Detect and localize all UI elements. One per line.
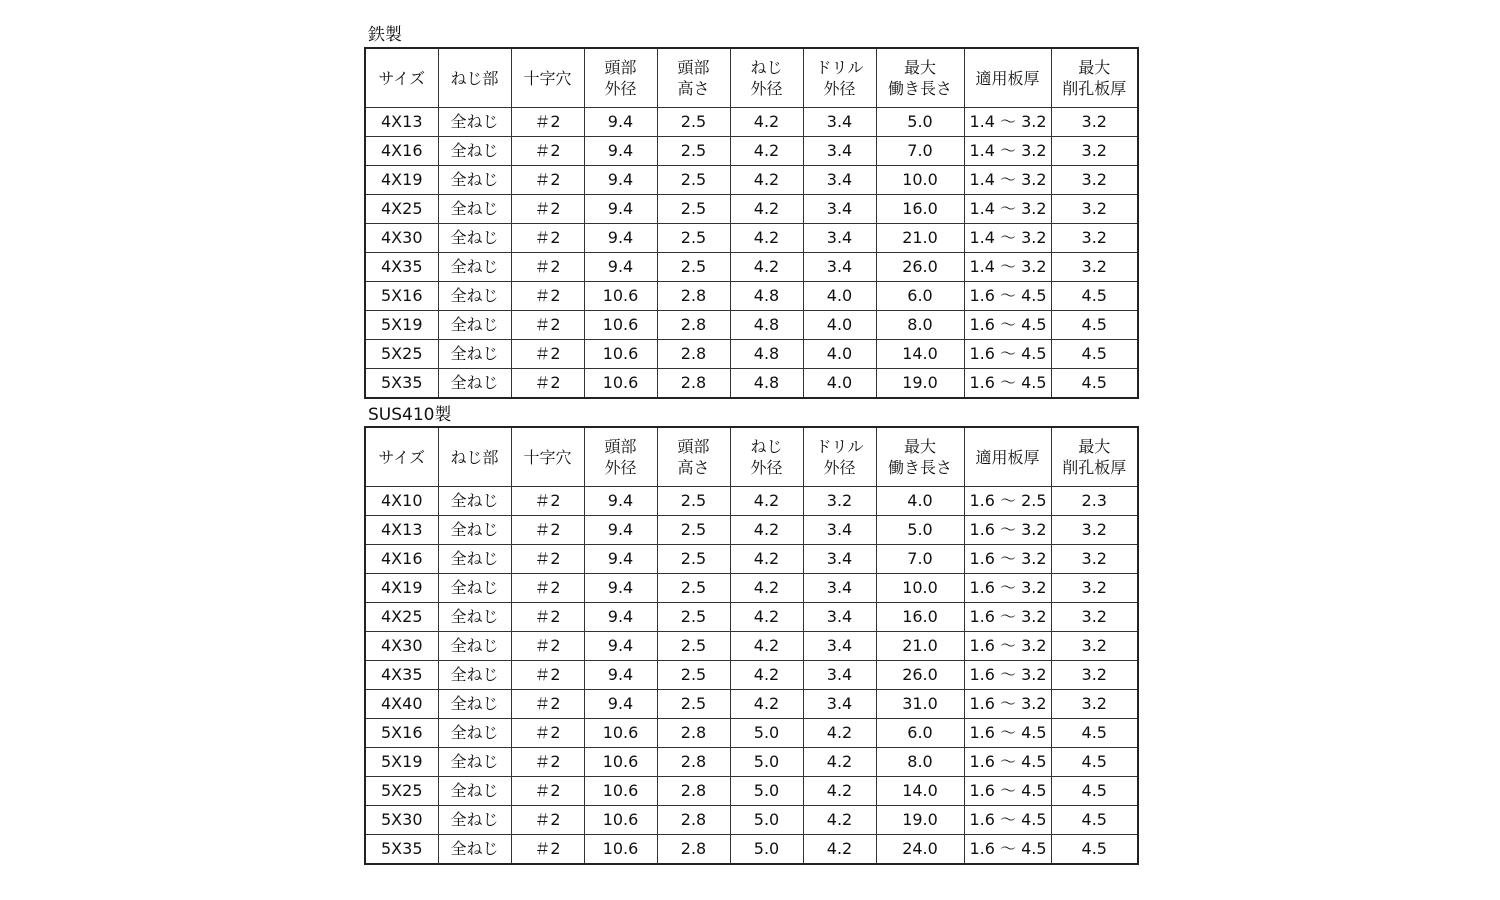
section-title-iron: 鉄製 [368,25,402,45]
cell-applicable-thickness: 1.6 ～ 3.2 [964,632,1051,661]
cell-max-drill-thickness: 3.2 [1051,253,1138,282]
cell-head-diameter: 9.4 [584,195,657,224]
table-row [365,282,1138,311]
cell-drill-diameter: 4.2 [803,777,876,806]
cell-cross-recess: ＃2 [511,311,584,340]
cell-applicable-thickness: 1.6 ～ 4.5 [964,806,1051,835]
cell-max-drill-thickness: 3.2 [1051,574,1138,603]
cell-thread-diameter: 4.2 [730,632,803,661]
table-row [365,719,1138,748]
cell-size: 5X16 [365,282,438,311]
cell-size: 4X10 [365,487,438,516]
table-row [365,545,1138,574]
cell-drill-diameter: 4.2 [803,806,876,835]
cell-size: 4X25 [365,603,438,632]
cell-head-diameter: 9.4 [584,632,657,661]
cell-drill-diameter: 4.0 [803,311,876,340]
table-row [365,574,1138,603]
table-row [365,487,1138,516]
cell-max-drill-thickness: 3.2 [1051,108,1138,137]
cell-head-height: 2.5 [657,545,730,574]
cell-max-working-length: 19.0 [876,369,964,399]
cell-thread-part: 全ねじ [438,516,511,545]
cell-drill-diameter: 3.4 [803,690,876,719]
column-header-max-working-length: 最大 働き長さ [876,48,964,108]
cell-thread-diameter: 4.2 [730,195,803,224]
cell-max-working-length: 31.0 [876,690,964,719]
cell-thread-part: 全ねじ [438,835,511,865]
cell-drill-diameter: 4.0 [803,340,876,369]
cell-cross-recess: ＃2 [511,369,584,399]
cell-applicable-thickness: 1.4 ～ 3.2 [964,108,1051,137]
cell-head-height: 2.8 [657,311,730,340]
cell-max-working-length: 26.0 [876,253,964,282]
cell-max-drill-thickness: 3.2 [1051,137,1138,166]
cell-max-working-length: 5.0 [876,516,964,545]
cell-head-diameter: 9.4 [584,137,657,166]
cell-size: 5X19 [365,311,438,340]
cell-max-working-length: 16.0 [876,195,964,224]
column-header-max-drill-thickness: 最大 削孔板厚 [1051,48,1138,108]
cell-drill-diameter: 3.4 [803,661,876,690]
cell-size: 5X35 [365,835,438,865]
cell-head-height: 2.8 [657,282,730,311]
cell-applicable-thickness: 1.4 ～ 3.2 [964,166,1051,195]
cell-drill-diameter: 3.4 [803,108,876,137]
table-row [365,516,1138,545]
cell-applicable-thickness: 1.6 ～ 4.5 [964,311,1051,340]
cell-applicable-thickness: 1.6 ～ 3.2 [964,690,1051,719]
cell-thread-diameter: 4.2 [730,516,803,545]
cell-thread-diameter: 4.2 [730,253,803,282]
column-header-cross-recess: 十字穴 [511,427,584,487]
cell-max-drill-thickness: 4.5 [1051,835,1138,865]
column-header-size: サイズ [365,427,438,487]
cell-head-height: 2.8 [657,748,730,777]
cell-head-diameter: 9.4 [584,166,657,195]
cell-applicable-thickness: 1.6 ～ 3.2 [964,545,1051,574]
cell-thread-diameter: 5.0 [730,835,803,865]
cell-cross-recess: ＃2 [511,690,584,719]
cell-thread-diameter: 5.0 [730,777,803,806]
cell-max-working-length: 7.0 [876,545,964,574]
table-row [365,108,1138,137]
cell-drill-diameter: 3.4 [803,545,876,574]
table-row [365,224,1138,253]
cell-drill-diameter: 3.4 [803,574,876,603]
cell-thread-part: 全ねじ [438,224,511,253]
cell-drill-diameter: 3.2 [803,487,876,516]
column-header-drill-diameter: ドリル 外径 [803,427,876,487]
cell-head-diameter: 10.6 [584,311,657,340]
cell-drill-diameter: 4.0 [803,369,876,399]
table-row [365,632,1138,661]
cell-size: 4X13 [365,108,438,137]
cell-head-diameter: 10.6 [584,806,657,835]
cell-thread-part: 全ねじ [438,690,511,719]
cell-thread-part: 全ねじ [438,719,511,748]
cell-head-diameter: 10.6 [584,340,657,369]
cell-head-diameter: 9.4 [584,224,657,253]
cell-thread-diameter: 4.2 [730,603,803,632]
cell-size: 4X40 [365,690,438,719]
column-header-max-working-length: 最大 働き長さ [876,427,964,487]
cell-cross-recess: ＃2 [511,108,584,137]
cell-head-height: 2.5 [657,661,730,690]
cell-thread-diameter: 4.2 [730,487,803,516]
cell-drill-diameter: 4.2 [803,719,876,748]
cell-applicable-thickness: 1.6 ～ 2.5 [964,487,1051,516]
table-row [365,835,1138,865]
cell-cross-recess: ＃2 [511,806,584,835]
cell-max-drill-thickness: 3.2 [1051,661,1138,690]
column-header-thread-diameter: ねじ 外径 [730,48,803,108]
cell-thread-diameter: 4.8 [730,311,803,340]
cell-thread-part: 全ねじ [438,108,511,137]
cell-size: 4X30 [365,632,438,661]
cell-head-diameter: 9.4 [584,574,657,603]
cell-max-drill-thickness: 3.2 [1051,690,1138,719]
cell-head-diameter: 10.6 [584,748,657,777]
cell-max-drill-thickness: 4.5 [1051,719,1138,748]
cell-thread-diameter: 4.2 [730,690,803,719]
cell-size: 4X25 [365,195,438,224]
cell-applicable-thickness: 1.6 ～ 4.5 [964,835,1051,865]
spec-table-sus410 [364,426,1139,865]
cell-cross-recess: ＃2 [511,545,584,574]
cell-max-drill-thickness: 4.5 [1051,340,1138,369]
cell-cross-recess: ＃2 [511,661,584,690]
cell-head-diameter: 9.4 [584,690,657,719]
cell-head-height: 2.5 [657,224,730,253]
cell-applicable-thickness: 1.6 ～ 4.5 [964,748,1051,777]
cell-thread-part: 全ねじ [438,311,511,340]
cell-thread-diameter: 4.8 [730,340,803,369]
cell-applicable-thickness: 1.4 ～ 3.2 [964,137,1051,166]
table-row [365,661,1138,690]
table-row [365,166,1138,195]
column-header-applicable-thickness: 適用板厚 [964,48,1051,108]
cell-cross-recess: ＃2 [511,719,584,748]
cell-head-height: 2.8 [657,369,730,399]
cell-size: 4X19 [365,166,438,195]
cell-head-diameter: 10.6 [584,777,657,806]
cell-max-drill-thickness: 4.5 [1051,369,1138,399]
cell-applicable-thickness: 1.6 ～ 4.5 [964,719,1051,748]
cell-max-drill-thickness: 2.3 [1051,487,1138,516]
cell-cross-recess: ＃2 [511,195,584,224]
cell-applicable-thickness: 1.4 ～ 3.2 [964,195,1051,224]
cell-head-height: 2.5 [657,632,730,661]
cell-head-diameter: 9.4 [584,603,657,632]
cell-head-diameter: 9.4 [584,661,657,690]
cell-drill-diameter: 4.2 [803,748,876,777]
cell-thread-part: 全ねじ [438,806,511,835]
section-title-sus410: SUS410製 [368,405,452,425]
column-header-head-height: 頭部 高さ [657,427,730,487]
column-header-thread-part: ねじ部 [438,48,511,108]
cell-size: 5X25 [365,777,438,806]
table-row [365,340,1138,369]
cell-drill-diameter: 3.4 [803,632,876,661]
column-header-head-height: 頭部 高さ [657,48,730,108]
cell-applicable-thickness: 1.4 ～ 3.2 [964,224,1051,253]
cell-drill-diameter: 4.2 [803,835,876,865]
cell-cross-recess: ＃2 [511,340,584,369]
cell-max-drill-thickness: 3.2 [1051,166,1138,195]
cell-max-working-length: 5.0 [876,108,964,137]
cell-cross-recess: ＃2 [511,487,584,516]
cell-head-diameter: 9.4 [584,516,657,545]
cell-drill-diameter: 3.4 [803,166,876,195]
cell-max-drill-thickness: 3.2 [1051,603,1138,632]
cell-applicable-thickness: 1.6 ～ 4.5 [964,340,1051,369]
cell-head-height: 2.5 [657,690,730,719]
column-header-head-diameter: 頭部 外径 [584,427,657,487]
cell-max-drill-thickness: 4.5 [1051,748,1138,777]
cell-drill-diameter: 3.4 [803,603,876,632]
table-row [365,748,1138,777]
cell-head-diameter: 10.6 [584,835,657,865]
cell-head-diameter: 10.6 [584,369,657,399]
cell-applicable-thickness: 1.4 ～ 3.2 [964,253,1051,282]
cell-thread-part: 全ねじ [438,777,511,806]
cell-max-working-length: 21.0 [876,224,964,253]
cell-cross-recess: ＃2 [511,224,584,253]
cell-head-height: 2.5 [657,253,730,282]
table-row [365,253,1138,282]
table-row [365,777,1138,806]
cell-max-working-length: 8.0 [876,311,964,340]
cell-size: 5X16 [365,719,438,748]
cell-max-working-length: 7.0 [876,137,964,166]
cell-max-drill-thickness: 3.2 [1051,516,1138,545]
cell-size: 4X35 [365,253,438,282]
cell-drill-diameter: 3.4 [803,224,876,253]
cell-thread-diameter: 4.2 [730,108,803,137]
cell-max-drill-thickness: 4.5 [1051,311,1138,340]
cell-thread-diameter: 4.2 [730,137,803,166]
cell-cross-recess: ＃2 [511,516,584,545]
cell-thread-part: 全ねじ [438,748,511,777]
cell-thread-part: 全ねじ [438,137,511,166]
cell-max-working-length: 6.0 [876,282,964,311]
cell-cross-recess: ＃2 [511,253,584,282]
cell-size: 4X13 [365,516,438,545]
cell-cross-recess: ＃2 [511,603,584,632]
column-header-applicable-thickness: 適用板厚 [964,427,1051,487]
header-row [365,48,1138,108]
cell-size: 4X35 [365,661,438,690]
cell-head-diameter: 10.6 [584,282,657,311]
cell-cross-recess: ＃2 [511,282,584,311]
cell-max-working-length: 14.0 [876,777,964,806]
cell-head-height: 2.8 [657,719,730,748]
cell-head-height: 2.8 [657,340,730,369]
column-header-max-drill-thickness: 最大 削孔板厚 [1051,427,1138,487]
cell-size: 4X30 [365,224,438,253]
cell-max-drill-thickness: 4.5 [1051,806,1138,835]
cell-applicable-thickness: 1.6 ～ 4.5 [964,369,1051,399]
cell-applicable-thickness: 1.6 ～ 3.2 [964,661,1051,690]
cell-thread-diameter: 4.2 [730,224,803,253]
cell-max-working-length: 14.0 [876,340,964,369]
cell-drill-diameter: 3.4 [803,516,876,545]
column-header-thread-diameter: ねじ 外径 [730,427,803,487]
spec-table-iron [364,47,1139,399]
cell-thread-part: 全ねじ [438,661,511,690]
cell-thread-diameter: 5.0 [730,748,803,777]
column-header-drill-diameter: ドリル 外径 [803,48,876,108]
cell-head-height: 2.5 [657,108,730,137]
table-row [365,195,1138,224]
cell-cross-recess: ＃2 [511,632,584,661]
cell-head-height: 2.5 [657,574,730,603]
table-row [365,311,1138,340]
cell-cross-recess: ＃2 [511,835,584,865]
cell-applicable-thickness: 1.6 ～ 3.2 [964,574,1051,603]
cell-thread-diameter: 4.8 [730,282,803,311]
cell-max-drill-thickness: 3.2 [1051,545,1138,574]
cell-drill-diameter: 3.4 [803,253,876,282]
table-row [365,603,1138,632]
cell-head-height: 2.5 [657,137,730,166]
cell-max-drill-thickness: 4.5 [1051,777,1138,806]
cell-size: 5X19 [365,748,438,777]
cell-max-working-length: 21.0 [876,632,964,661]
cell-thread-diameter: 4.8 [730,369,803,399]
cell-max-drill-thickness: 3.2 [1051,632,1138,661]
cell-thread-part: 全ねじ [438,632,511,661]
cell-head-height: 2.5 [657,516,730,545]
cell-thread-diameter: 5.0 [730,719,803,748]
cell-thread-diameter: 5.0 [730,806,803,835]
cell-head-height: 2.8 [657,806,730,835]
cell-drill-diameter: 4.0 [803,282,876,311]
cell-thread-part: 全ねじ [438,282,511,311]
cell-thread-part: 全ねじ [438,195,511,224]
column-header-cross-recess: 十字穴 [511,48,584,108]
column-header-thread-part: ねじ部 [438,427,511,487]
cell-max-working-length: 24.0 [876,835,964,865]
table-row [365,806,1138,835]
cell-cross-recess: ＃2 [511,166,584,195]
column-header-size: サイズ [365,48,438,108]
cell-head-diameter: 9.4 [584,487,657,516]
cell-applicable-thickness: 1.6 ～ 4.5 [964,777,1051,806]
table-row [365,369,1138,399]
cell-thread-part: 全ねじ [438,340,511,369]
cell-size: 4X19 [365,574,438,603]
cell-thread-diameter: 4.2 [730,661,803,690]
cell-thread-diameter: 4.2 [730,166,803,195]
cell-drill-diameter: 3.4 [803,195,876,224]
cell-max-drill-thickness: 4.5 [1051,282,1138,311]
cell-thread-diameter: 4.2 [730,545,803,574]
cell-head-height: 2.8 [657,835,730,865]
cell-max-working-length: 19.0 [876,806,964,835]
cell-cross-recess: ＃2 [511,777,584,806]
cell-head-height: 2.8 [657,777,730,806]
cell-max-working-length: 4.0 [876,487,964,516]
cell-cross-recess: ＃2 [511,137,584,166]
cell-thread-part: 全ねじ [438,166,511,195]
cell-head-height: 2.5 [657,166,730,195]
cell-max-working-length: 26.0 [876,661,964,690]
cell-max-working-length: 10.0 [876,166,964,195]
cell-cross-recess: ＃2 [511,748,584,777]
cell-head-height: 2.5 [657,603,730,632]
cell-thread-part: 全ねじ [438,603,511,632]
cell-head-height: 2.5 [657,195,730,224]
cell-size: 5X25 [365,340,438,369]
cell-size: 4X16 [365,137,438,166]
table-row [365,137,1138,166]
cell-max-working-length: 6.0 [876,719,964,748]
cell-applicable-thickness: 1.6 ～ 3.2 [964,603,1051,632]
cell-thread-part: 全ねじ [438,545,511,574]
cell-thread-part: 全ねじ [438,253,511,282]
cell-max-drill-thickness: 3.2 [1051,224,1138,253]
cell-thread-part: 全ねじ [438,487,511,516]
cell-applicable-thickness: 1.6 ～ 3.2 [964,516,1051,545]
cell-head-diameter: 10.6 [584,719,657,748]
cell-head-diameter: 9.4 [584,545,657,574]
cell-head-diameter: 9.4 [584,108,657,137]
column-header-head-diameter: 頭部 外径 [584,48,657,108]
cell-thread-diameter: 4.2 [730,574,803,603]
table-row [365,690,1138,719]
cell-max-drill-thickness: 3.2 [1051,195,1138,224]
cell-size: 5X30 [365,806,438,835]
cell-head-height: 2.5 [657,487,730,516]
cell-max-working-length: 16.0 [876,603,964,632]
cell-applicable-thickness: 1.6 ～ 4.5 [964,282,1051,311]
cell-max-working-length: 8.0 [876,748,964,777]
cell-thread-part: 全ねじ [438,574,511,603]
cell-max-working-length: 10.0 [876,574,964,603]
header-row [365,427,1138,487]
cell-drill-diameter: 3.4 [803,137,876,166]
cell-head-diameter: 9.4 [584,253,657,282]
cell-thread-part: 全ねじ [438,369,511,399]
cell-size: 4X16 [365,545,438,574]
cell-cross-recess: ＃2 [511,574,584,603]
cell-size: 5X35 [365,369,438,399]
